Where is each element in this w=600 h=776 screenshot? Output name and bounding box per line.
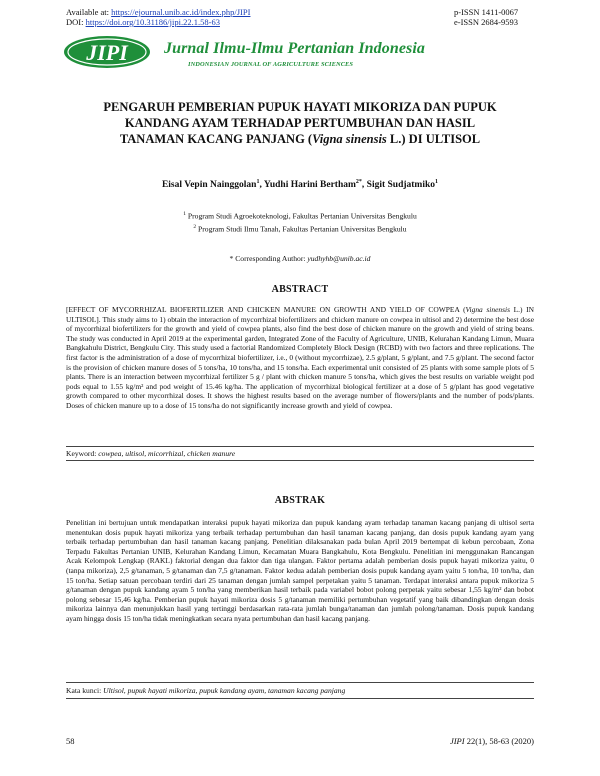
keyword-label: Keyword: (66, 449, 99, 458)
title-line-3-pre: TANAMAN KACANG PANJANG ( (119, 132, 313, 146)
e-issn: e-ISSN 2684-9593 (454, 17, 518, 27)
doi-link[interactable]: https://doi.org/10.31186/jipi.22.1.58-63 (85, 17, 220, 27)
p-issn: p-ISSN 1411-0067 (454, 7, 519, 17)
author-sup: 1 (435, 179, 439, 185)
doi-line (66, 17, 220, 27)
journal-subtitle: INDONESIAN JOURNAL OF AGRICULTURE SCIENCES (188, 61, 354, 68)
journal-title: Jurnal Ilmu-Ilmu Pertanian Indonesia (164, 40, 426, 57)
article-title (66, 99, 534, 147)
available-label: Available at: (66, 7, 112, 17)
affiliation-item: $^2$ Program Studi Ilmu Tanah, Fakultas Pertanian Universitas Bengkulu (193, 223, 407, 234)
jipi-logo-icon (62, 34, 152, 70)
author-sep: , (259, 180, 264, 191)
author-sep: , (361, 180, 367, 191)
keyword-list: cowpea, ultisol, micorrhizal, chicken manure (98, 449, 236, 458)
title-line-3-post: L.) DI ULTISOL (386, 132, 481, 146)
divider (66, 446, 534, 447)
affiliation-item: $^1$ Program Studi Agroekoteknologi, Fakultas Pertanian Universitas Bengkulu (183, 211, 417, 221)
title-line-2: KANDANG AYAM TERHADAP PERTUMBUHAN DAN HASIL (124, 116, 476, 130)
author-sup: 1 (256, 179, 260, 185)
keywords-id (66, 686, 345, 695)
divider (66, 460, 534, 461)
logo-text: JIPI (86, 40, 128, 65)
journal-citation (420, 736, 534, 746)
abstract-heading: ABSTRACT (271, 284, 329, 295)
doi-label: DOI: (66, 17, 86, 27)
title-species-name: Vigna sinensis (312, 132, 387, 146)
author-list (0, 179, 600, 190)
volume-info: 22(1), 58-63 (2020) (464, 736, 534, 746)
availability-line (66, 7, 250, 17)
divider (66, 682, 534, 683)
author-name: Yudhi Harini Bertham (263, 180, 356, 191)
keywords-en (66, 449, 235, 458)
title-line-3 (66, 131, 534, 147)
journal-url-link[interactable]: https://ejournal.unib.ac.id/index.php/JIPI (111, 7, 251, 17)
corresponding-label: * Corresponding Author: (229, 254, 308, 263)
author-name: Sigit Sudjatmiko (366, 180, 436, 191)
page-number: 58 (66, 736, 75, 746)
corresponding-author (0, 254, 600, 263)
author-name: Eisal Vepin Nainggolan (161, 180, 257, 191)
abstrak-body: Penelitian ini bertujuan untuk mendapatkan interaksi pupuk hayati mikoriza dan pupuk kandang ayam terhadap tanaman kacang panjang di ultisol serta menentukan dosis pupuk hayati mikoriza yang terbaik terhadap pertumbuhan dan hasil tanaman kacang panjang, dan dosis pupuk kandang ayam yang terbaik terhadap pertumbuhan dan hasil tanaman kacang panjang. Penelitian dilaksanakan pada bulan April 2019 bertempat di kebun percobaan, Zona Terpadu Fakultas Pertanian UNIB, Kelurahan Kandang Limun, Kecamatan Muara Bangkahulu, Kota Bengkulu. Penelitian ini menggunakan Rancangan Acak Kelompok Lengkap (RAKL) faktorial dengan dua faktor dan tiga ulangan. Faktor pertama adalah pemberian dosis pupuk hayati mikoriza yaitu, 0 (tanpa mikoriza), 2,5 g/tanaman, 5 g/tanaman dan 7,5 g/tanaman. Faktor kedua adalah pemberian dosis pupuk kandang ayam yaitu 5 ton/ha, 10 ton/ha, dan 15 ton/ha. Setiap satuan percobaan terdiri dari 25 tanaman dengan jumlah sampel perpetakan yaitu 5 tanaman. Terdapat interaksi antara pupuk mikoriza 5 g/tanaman dengan pupuk kandang ayam 5 ton/ha yang memberikan hasil terbaik pada variabel bobot polong perpetak yaitu sebesar 1,55 kg/m² dan bobot polong sebesar 15,46 kg/ha. Pemberian pupuk hayati mikoriza dosis 5 g/tanaman memiliki pertumbuhan vegetatif yang baik dibandingkan dengan dosis mikoriza lainnya dan menunjukkan hasil yang tertinggi berdasarkan rata-rata jumlah bunga/tanaman dan jumlah polong/tanaman. Dosis pupuk kandang ayam hingga dosis 15 ton/ha tidak meningkatkan secara nyata pertumbuhan dan hasil kacang panjang. (66, 518, 534, 623)
journal-abbr: JIPI (449, 736, 465, 746)
title-line-1: PENGARUH PEMBERIAN PUPUK HAYATI MIKORIZA DAN PUPUK (103, 100, 497, 114)
keyword-label: Kata kunci: (66, 686, 104, 695)
keyword-list: Ultisol, pupuk hayati mikoriza, pupuk kandang ayam, tanaman kacang panjang (103, 686, 346, 695)
corresponding-email[interactable]: yudhyhb@unib.ac.id (307, 254, 371, 263)
abstract-species-name: Vigna sinensis (465, 305, 510, 314)
journal-logo (62, 34, 152, 70)
abstract-body: [EFFECT OF MYCORRHIZAL BIOFERTILIZER AND CHICKEN MANURE ON GROWTH AND YIELD OF COWPEA (Vigna sinensis L.) IN ULTISOL]. This study aims to 1) obtain the interaction of mycorrhizal biofertilizers and chicken manure on cowpea in ultisol and 2) determine the best dose of mycorrhizal biofertilizers for the growth and yield of cowpea plants, also find the best dose of chicken manure on the growth and yield of string beans. The study was conducted in April 2019 at the experimental garden, Integrated Zone of the Faculty of Agriculture, UNIB, Kelurahan Kandang Limun, Muara Bangkahulu District, Bengkulu City. This study used a factorial Randomized Completely Block Design (RCBD) with two factors and three replications. The first factor is the administration of a dose of mycorrhizal biofertilizer, i.e., 0 (without mycorrhizae), 2.5 g/plant, 5 g/plant, and 7.5 g/plant. The second factor is the provision of chicken manure doses of 5 tons/ha, 10 tons/ha, and 15 tons/ha. Each experimental unit consisted of 25 plants with some sample plots of 5 plants. There is an interaction between mycorrhizal fertilizer 5 g / plant with chicken manure 5 tons/ha, which gives the best results on variable weight pod pods equal to 1.55 kg/m² and pod weight of 15.46 kg/ha. The application of mycorrhizal biological fertilizer at a dose of 5 g/plant has good vegetative growth compared to other mycorrhizal doses. It shows the highest results based on the average number of flowers/plants and the number of pods/plants. Doses of chicken manure up to a dose of 15 tons/ha do not significantly increase growth and yield of cowpea. (66, 305, 534, 410)
affiliations (0, 209, 600, 234)
author-sup: 2* (355, 179, 362, 185)
divider (66, 698, 534, 699)
abstrak-heading: ABSTRAK (274, 495, 326, 506)
